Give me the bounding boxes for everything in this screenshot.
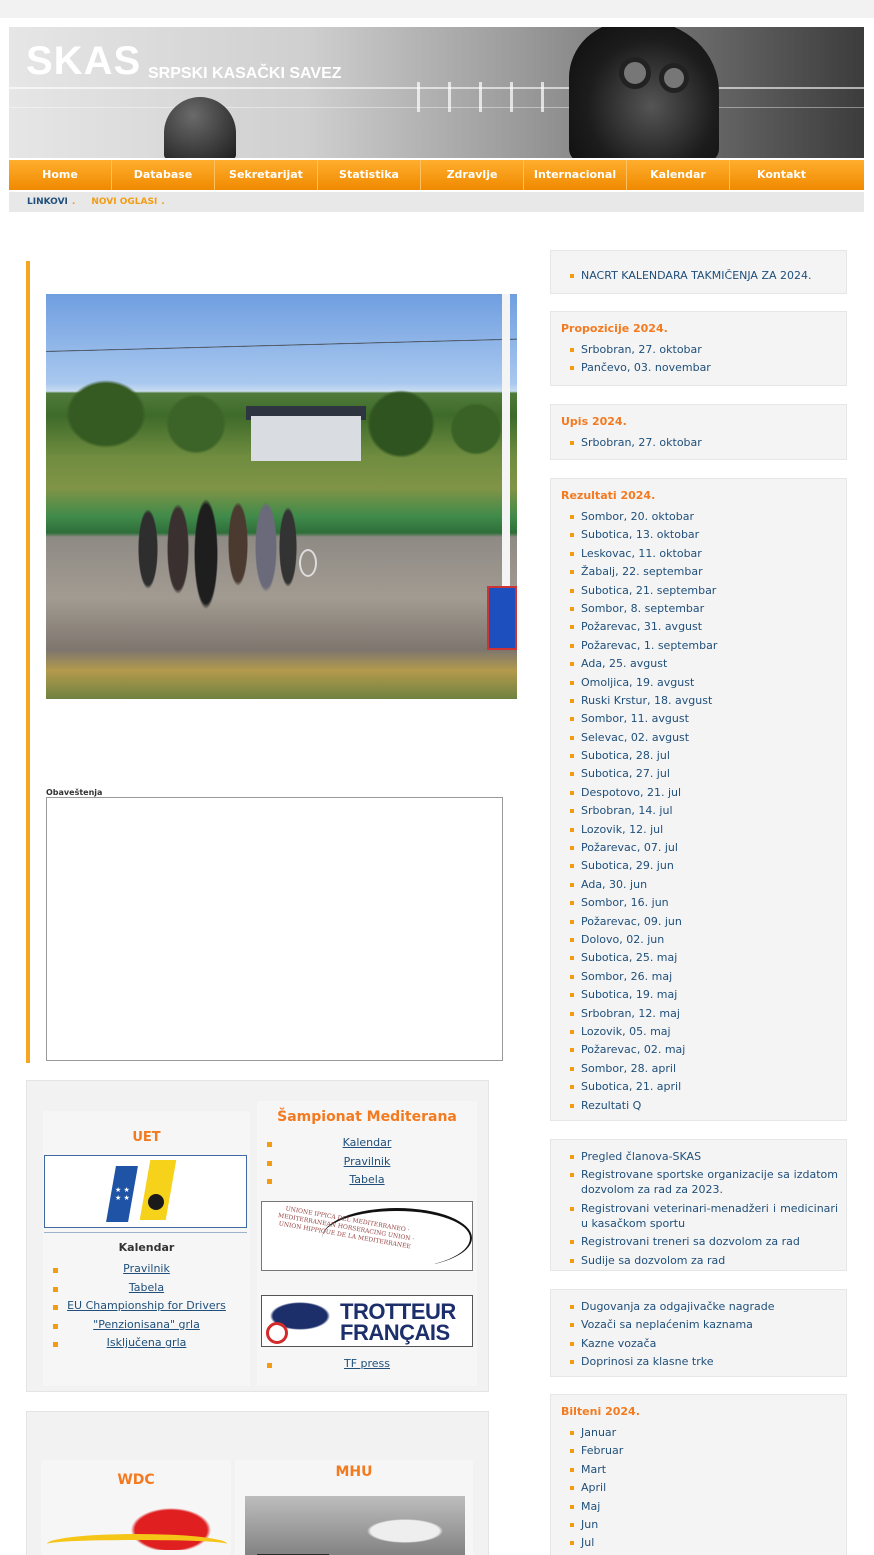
rezultati-list — [551, 508, 846, 1115]
mediterranean-links-list — [257, 1136, 477, 1192]
list-item[interactable]: Sombor, 20. oktobar — [581, 508, 838, 526]
mhu-section — [235, 1460, 473, 1555]
photo-group-of-people — [138, 489, 318, 609]
list-item[interactable]: Požarevac, 09. jun — [581, 913, 838, 931]
list-item[interactable]: Lozovik, 05. maj — [581, 1023, 838, 1041]
registri-list — [551, 1148, 846, 1270]
list-item[interactable]: Sudije sa dozvolom za rad — [581, 1252, 838, 1270]
uet-calendar-title: Kalendar — [118, 1241, 175, 1254]
banner-horse-eyecup-left — [619, 57, 651, 89]
list-item[interactable]: Kazne vozača — [581, 1335, 838, 1353]
list-item[interactable]: Sombor, 26. maj — [581, 968, 838, 986]
list-item[interactable]: Registrovane sportske organizacije sa izdatom dozvolom za rad za 2023. — [581, 1166, 838, 1199]
list-item[interactable]: Jul — [581, 1534, 838, 1552]
list-item[interactable]: Subotica, 25. maj — [581, 949, 838, 967]
page — [0, 18, 874, 1555]
list-item[interactable]: Februar — [581, 1442, 838, 1460]
photo-building — [251, 416, 361, 461]
partner-links-panel — [26, 1411, 489, 1555]
mhu-banner-image[interactable] — [245, 1496, 465, 1555]
list-item[interactable]: Dugovanja za odgajivačke nagrade — [581, 1298, 838, 1316]
mhu-title: MHU — [335, 1464, 373, 1480]
list-item[interactable]: Sombor, 16. jun — [581, 894, 838, 912]
banner-fence-posts — [389, 82, 589, 112]
list-item — [257, 1357, 477, 1376]
sub-nav — [9, 192, 864, 212]
list-item[interactable]: Registrovani treneri sa dozvolom za rad — [581, 1233, 838, 1251]
propozicije-title: Propozicije 2024. — [561, 322, 668, 335]
photo-sulky-wheel — [299, 549, 317, 577]
list-item[interactable]: Lozovik, 12. jul — [581, 821, 838, 839]
list-item[interactable]: Mart — [581, 1461, 838, 1479]
notices-frame[interactable] — [46, 797, 503, 1061]
subnav-linkovi[interactable]: LINKOVI — [27, 197, 68, 207]
international-links-panel — [26, 1080, 489, 1392]
sidebar-finansije-box — [550, 1289, 847, 1377]
sidebar-registri-box — [550, 1139, 847, 1271]
list-item[interactable]: Subotica, 13. oktobar — [581, 526, 838, 544]
list-item[interactable]: Pregled članova-SKAS — [581, 1148, 838, 1166]
photo-power-lines — [46, 316, 517, 376]
mediterranean-union-logo[interactable] — [261, 1201, 473, 1271]
list-item[interactable]: Ruski Krstur, 18. avgust — [581, 692, 838, 710]
list-item[interactable]: Subotica, 21. april — [581, 1078, 838, 1096]
nav-zdravlje[interactable]: Zdravlje — [421, 160, 524, 190]
mediterranean-logo-text: UNIONE IPPICA DEL MEDITERRANEO · MEDITERRANEAN HORSERACING UNION · UNION HIPPIQUE DE LA MEDITERRANÉE — [277, 1205, 415, 1251]
photo-finish-pole — [502, 294, 510, 594]
mediterranean-title: Šampionat Mediterana — [277, 1109, 457, 1125]
tf-logo-line1: TROTTEUR — [340, 1299, 456, 1324]
uet-link-tabela[interactable]: Tabela — [128, 1280, 165, 1294]
list-item[interactable]: Subotica, 28. jul — [581, 747, 838, 765]
finansije-list — [551, 1298, 846, 1372]
tf-logo-line2: FRANÇAIS — [340, 1320, 450, 1345]
list-item[interactable]: Subotica, 19. maj — [581, 986, 838, 1004]
uet-logo[interactable] — [44, 1155, 247, 1228]
site-subtitle: SRPSKI KASAČKI SAVEZ — [148, 65, 342, 82]
list-item[interactable]: Dolovo, 02. jun — [581, 931, 838, 949]
uet-link-pravilnik[interactable]: Pravilnik — [123, 1262, 170, 1275]
wdc-title: WDC — [117, 1472, 155, 1488]
list-item[interactable]: Požarevac, 1. septembar — [581, 637, 838, 655]
list-item — [43, 1299, 250, 1318]
propozicije-list — [551, 341, 846, 378]
list-item — [43, 1281, 250, 1300]
banner-horse-eyecup-right — [659, 63, 689, 93]
list-item[interactable]: Požarevac, 07. jul — [581, 839, 838, 857]
bilteni-list — [551, 1424, 846, 1553]
content-accent-bar — [26, 261, 30, 1063]
list-item[interactable]: Omoljica, 19. avgust — [581, 674, 838, 692]
trotteur-francais-logo[interactable] — [261, 1295, 473, 1347]
list-item[interactable]: Žabalj, 22. septembar — [581, 563, 838, 581]
list-item[interactable]: Sombor, 11. avgust — [581, 710, 838, 728]
uet-links-list — [43, 1262, 250, 1355]
list-item[interactable]: Despotovo, 21. jul — [581, 784, 838, 802]
list-item[interactable]: Vozači sa neplaćenim kaznama — [581, 1316, 838, 1334]
uet-link-iskljucena[interactable]: Isključena grla — [106, 1336, 187, 1349]
med-link-pravilnik[interactable]: Pravilnik — [343, 1154, 391, 1168]
sidebar-bilteni-box — [550, 1394, 847, 1555]
nav-home[interactable]: Home — [9, 160, 112, 190]
nav-internacional[interactable]: Internacional — [524, 160, 627, 190]
banner-horse-image — [569, 27, 719, 158]
list-item[interactable]: Srbobran, 27. oktobar — [581, 341, 838, 359]
site-logo[interactable]: SKAS — [26, 39, 142, 83]
nav-kontakt[interactable]: Kontakt — [757, 168, 806, 181]
uet-link-eu-championship[interactable]: EU Championship for Drivers — [67, 1299, 226, 1312]
header-banner — [9, 27, 864, 158]
list-item[interactable]: Ada, 25. avgust — [581, 655, 838, 673]
list-item[interactable]: Pančevo, 03. novembar — [581, 359, 838, 377]
nav-statistika[interactable]: Statistika — [318, 160, 421, 190]
list-item[interactable]: Sombor, 8. septembar — [581, 600, 838, 618]
list-item[interactable]: Leskovac, 11. oktobar — [581, 545, 838, 563]
list-item[interactable]: Srbobran, 14. jul — [581, 802, 838, 820]
uet-divider — [44, 1232, 247, 1233]
wdc-section — [41, 1460, 231, 1555]
list-item — [43, 1318, 250, 1337]
uet-logo-yellow-stripe — [140, 1160, 177, 1220]
wdc-logo-wave — [47, 1534, 227, 1554]
list-item[interactable]: Subotica, 21. septembar — [581, 582, 838, 600]
bilteni-title: Bilteni 2024. — [561, 1405, 640, 1418]
uet-title: UET — [132, 1130, 161, 1145]
list-item[interactable]: Ada, 30. jun — [581, 876, 838, 894]
subnav-novi-oglasi[interactable]: NOVI OGLASI — [91, 197, 158, 207]
featured-race-photo[interactable] — [46, 294, 517, 699]
subnav-separator: . — [71, 197, 76, 207]
sidebar-rezultati-box — [550, 478, 847, 1121]
sidebar-upis-box — [550, 404, 847, 460]
med-link-kalendar[interactable]: Kalendar — [342, 1136, 392, 1149]
list-item[interactable]: Sombor, 28. april — [581, 1060, 838, 1078]
tf-press-link[interactable]: TF press — [343, 1357, 391, 1370]
notices-label: Obaveštenja — [46, 788, 103, 797]
list-item — [257, 1136, 477, 1155]
list-item[interactable]: Požarevac, 31. avgust — [581, 618, 838, 636]
main-nav — [9, 160, 864, 190]
sidebar-calendar-list — [551, 267, 846, 285]
uet-logo-horse-icon — [148, 1194, 164, 1210]
uet-section — [43, 1111, 250, 1386]
nav-kalendar[interactable]: Kalendar — [627, 160, 730, 190]
sidebar-propozicije-box — [550, 311, 847, 386]
list-item — [257, 1155, 477, 1174]
uet-logo-stars-icon: ★ ★ ★ ★ — [115, 1186, 130, 1202]
list-item[interactable]: Registrovani veterinari-menadžeri i medicinari u kasačkom sportu — [581, 1200, 838, 1233]
list-item[interactable]: April — [581, 1479, 838, 1497]
list-item[interactable]: Subotica, 27. jul — [581, 765, 838, 783]
med-link-tabela[interactable]: Tabela — [349, 1173, 385, 1186]
list-item[interactable]: Jun — [581, 1516, 838, 1534]
list-item — [43, 1262, 250, 1281]
uet-link-penzionisana[interactable]: "Penzionisana" grla — [93, 1317, 200, 1331]
tf-links-list — [257, 1357, 477, 1376]
list-item[interactable]: Selevac, 02. avgust — [581, 729, 838, 747]
list-item[interactable]: Doprinosi za klasne trke — [581, 1353, 838, 1371]
upis-title: Upis 2024. — [561, 415, 627, 428]
list-item — [257, 1173, 477, 1192]
rezultati-title: Rezultati 2024. — [561, 489, 656, 502]
nav-database[interactable]: Database — [112, 160, 215, 190]
list-item[interactable]: Rezultati Q — [581, 1097, 838, 1115]
list-item[interactable]: Srbobran, 27. oktobar — [581, 434, 838, 452]
sidebar-calendar-box — [550, 250, 847, 294]
list-item[interactable]: Januar — [581, 1424, 838, 1442]
upis-list — [551, 434, 846, 452]
list-item — [43, 1336, 250, 1355]
sidebar-calendar-draft-link[interactable]: NACRT KALENDARA TAKMIČENJA ZA 2024. — [581, 267, 838, 285]
list-item[interactable]: Subotica, 29. jun — [581, 857, 838, 875]
photo-sign — [487, 586, 517, 650]
list-item[interactable]: Srbobran, 12. maj — [581, 1005, 838, 1023]
mediterranean-section — [257, 1101, 477, 1386]
subnav-separator: . — [161, 197, 165, 207]
list-item[interactable]: Maj — [581, 1498, 838, 1516]
nav-sekretarijat[interactable]: Sekretarijat — [215, 160, 318, 190]
tf-wheel-icon — [266, 1322, 288, 1344]
mhu-horse-icon — [365, 1516, 445, 1546]
list-item[interactable]: Požarevac, 02. maj — [581, 1041, 838, 1059]
